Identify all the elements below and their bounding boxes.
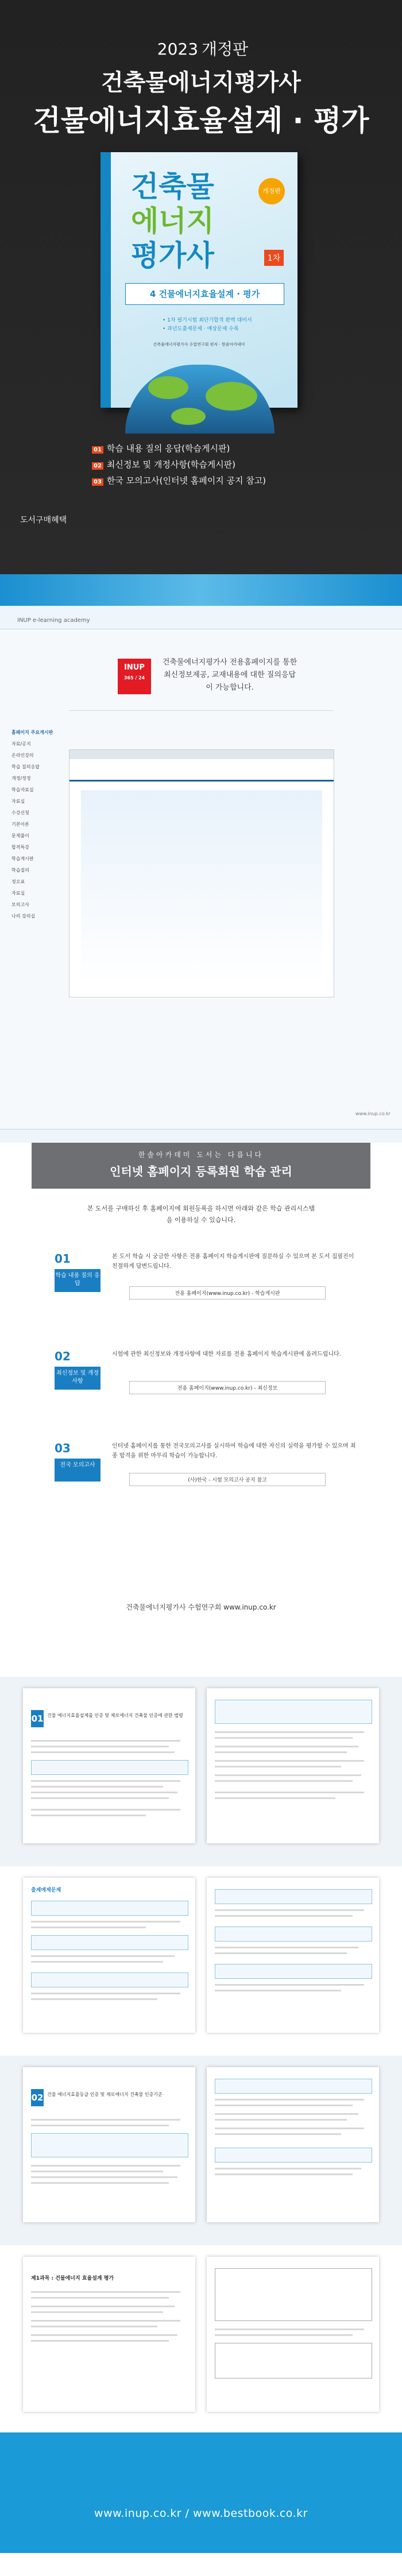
step-box: 전용 홈페이지(www.inup.co.kr) - 최신정보	[129, 1381, 326, 1394]
book-page-left	[23, 1878, 195, 2033]
guide-footer: 건축물에너지평가사 수험연구회 www.inup.co.kr	[126, 1603, 276, 1611]
footer	[0, 2432, 402, 2553]
menu-item[interactable]: 자료/공지	[11, 741, 31, 747]
menu-item[interactable]: 자료실	[11, 799, 25, 804]
publisher-label: 도서구매혜택	[20, 516, 67, 525]
book-page-right	[207, 2257, 379, 2412]
inup-section	[0, 606, 402, 1143]
hero-edition: 개정판	[202, 40, 249, 59]
step-text: 시험에 관한 최신정보와 개정사항에 대한 자료를 전용 홈페이지 학습게시판에 올려드립니다.	[112, 1351, 341, 1357]
book-page-left	[23, 2067, 195, 2222]
blue-band	[0, 574, 402, 606]
inup-url[interactable]: www.inup.co.kr	[355, 1111, 391, 1116]
menu-item[interactable]: 학습 질의응답	[11, 764, 40, 769]
book-cover	[100, 152, 297, 408]
chapter-title: 건물 에너지효율등급 인증 및 제로에너지 건축물 인증기준	[47, 2092, 163, 2097]
divider	[69, 710, 333, 711]
chapter-number: 02	[31, 2089, 44, 2106]
globe-illustration	[125, 365, 275, 434]
page-spread	[0, 2245, 402, 2432]
book-bullet: • 1차 필기시험 최단기합격 완벽 대비서	[163, 318, 252, 323]
page-title: 출제예제문제	[31, 1887, 61, 1893]
menu-item[interactable]: 개정/정정	[11, 776, 31, 781]
feature-item: 01 학습 내용 질의 응답(학습게시판)	[92, 442, 230, 454]
step-label: 전국 모의고사	[55, 1459, 100, 1482]
step-text: 인터넷 홈페이지를 통한 전국모의고사를 실시하여 학습에 대한 자신의 실력을 평가할 수 있으며 최종 합격을 위한 마무리 학습이 가능합니다.	[112, 1443, 356, 1459]
menu-item[interactable]: 자료실	[11, 891, 25, 896]
page-spread	[0, 1866, 402, 2056]
book-page-left	[23, 2257, 195, 2412]
inup-side-menu	[0, 729, 57, 925]
book-bullet: • 과년도출제문제 · 예상문제 수록	[163, 326, 239, 332]
guide-step	[32, 1441, 370, 1504]
step-number: 03	[55, 1441, 71, 1455]
menu-item[interactable]: 정오표	[11, 879, 25, 884]
inup-top-label: INUP e-learning academy	[17, 617, 90, 624]
hero-title-line1: 건축물에너지평가사	[101, 69, 301, 96]
chapter-number: 01	[31, 1710, 44, 1727]
menu-item[interactable]: 문제풀이	[11, 833, 29, 838]
page-title: 제1과목 : 건물에너지 효율설계 평가	[31, 2276, 114, 2281]
page-spread	[0, 1677, 402, 1866]
menu-heading: 홈페이지 주요게시판	[11, 730, 53, 735]
hero-section	[0, 0, 402, 574]
menu-item[interactable]: 수강신청	[11, 810, 29, 815]
book-volume-badge: 1차	[264, 250, 284, 266]
menu-item[interactable]: 학습자료실	[11, 787, 34, 792]
guide-section	[0, 1143, 402, 1677]
guide-intro: 본 도서를 구매하신 후 홈페이지에 회원등록을 하시면 아래와 같은 학습 관리시스템을 이용하실 수 있습니다.	[87, 1205, 315, 1224]
step-number: 02	[55, 1349, 71, 1363]
menu-item[interactable]: 나의 강의실	[11, 914, 36, 919]
step-text: 본 도서 학습 시 궁금한 사항은 전용 홈페이지 학습게시판에 질문하실 수 있으며 본 도서 집필진이 친절하게 답변드립니다.	[112, 1254, 354, 1270]
step-label: 최신정보 및 개정사항	[55, 1367, 100, 1390]
inup-description: 건축물에너지평가사 전용홈페이지를 통한 최신정보제공, 교재내용에 대한 질의응답이 가능합니다.	[162, 658, 297, 692]
book-page-right	[207, 2067, 379, 2222]
book-page-right	[207, 1878, 379, 2033]
menu-item[interactable]: 학습질의	[11, 868, 29, 873]
menu-item[interactable]: 합격특강	[11, 845, 29, 850]
step-box: 전용 홈페이지(www.inup.co.kr) - 학습게시판	[129, 1286, 326, 1299]
book-page-right	[207, 1688, 379, 1843]
guide-header-line2: 인터넷 홈페이지 등록회원 학습 관리	[110, 1165, 292, 1178]
inup-logo: INUP 365 / 24	[118, 659, 151, 694]
website-screenshot	[69, 749, 334, 997]
guide-header-line1: 한솔아카데미 도서는 다릅니다	[138, 1151, 264, 1159]
hero-title-line2: 건물에너지효율설계 · 평가	[33, 104, 369, 137]
book-subject: 4 건물에너지효율설계 · 평가	[125, 283, 284, 305]
step-box: (사)한국 - 시험 모의고사 공지 참고	[129, 1473, 326, 1486]
menu-item[interactable]: 기본이론	[11, 822, 29, 827]
feature-item: 02 최신정보 및 개정사항(학습게시판)	[92, 458, 235, 470]
menu-item[interactable]: 온라인강의	[11, 753, 34, 758]
guide-step	[32, 1252, 370, 1315]
menu-item[interactable]: 모의고사	[11, 902, 29, 907]
chapter-title: 건물 에너지효율설계를 인증 및 제로에너지 건축물 인증에 관한 법령	[47, 1713, 183, 1718]
book-edition-badge: 개정판	[258, 178, 285, 204]
page-spread	[0, 2056, 402, 2245]
book-page-left	[23, 1688, 195, 1843]
guide-step	[32, 1349, 370, 1413]
feature-item: 03 한국 모의고사(인터넷 홈페이지 공지 참고)	[92, 474, 266, 486]
book-authors: 건축물에너지평가사 수험연구회 편저 · 한솔아카데미	[153, 342, 245, 347]
step-number: 01	[55, 1252, 71, 1266]
footer-urls[interactable]: www.inup.co.kr / www.bestbook.co.kr	[94, 2507, 308, 2520]
guide-header	[32, 1143, 370, 1189]
menu-item[interactable]: 학습게시판	[11, 856, 34, 861]
step-label: 학습 내용 질의 응답	[55, 1269, 100, 1292]
hero-year: 2023 개정판	[157, 40, 249, 59]
book-big-title: 건축물 에너지 평가사	[131, 170, 214, 272]
